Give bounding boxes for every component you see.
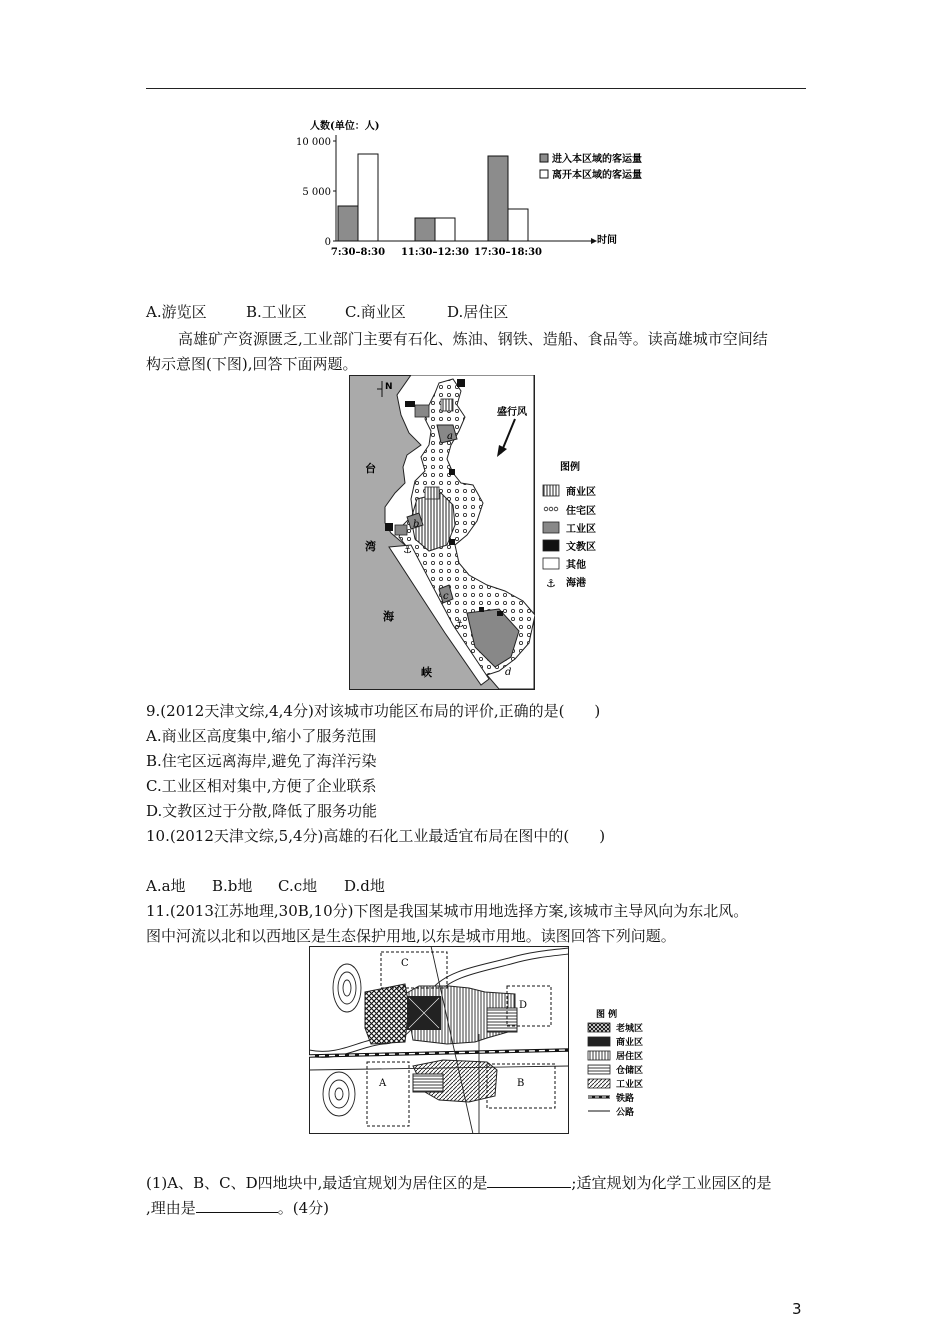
passenger-bar-chart xyxy=(288,116,668,264)
chart-legend-swatch xyxy=(540,170,548,178)
map1-legend xyxy=(540,458,630,608)
chart-category-label: 7:30–8:30 xyxy=(330,247,386,258)
q8-option-c: C.商业区 xyxy=(345,303,406,321)
q10-option-b: B.b地 xyxy=(212,877,253,895)
q8-option-a: A.游览区 xyxy=(146,303,207,321)
map2-label-b: B xyxy=(517,1078,525,1089)
chart-bar xyxy=(338,206,358,241)
chart-xlabel: 时间 xyxy=(597,235,617,246)
chart-legend-label: 离开本区域的客运量 xyxy=(552,170,642,181)
header-rule xyxy=(146,88,806,89)
q10-option-d: D.d地 xyxy=(344,877,385,895)
chart-ytick-label: 10 000 xyxy=(296,137,331,148)
map2-storage xyxy=(487,1008,517,1032)
chart-ytick-label: 0 xyxy=(324,237,331,248)
map1-legend-industrial: 工业区 xyxy=(566,524,596,535)
q11-line-2: 图中河流以北和以西地区是生态保护用地,以东是城市用地。读图回答下列问题。 xyxy=(146,927,676,945)
sub1-part2: ;适宜规划为化学工业园区的是 xyxy=(571,1174,772,1192)
map1-legend-commercial: 商业区 xyxy=(566,487,596,498)
map2-legend-title: 图 例 xyxy=(596,1010,618,1020)
strait-char-2: 湾 xyxy=(365,540,376,553)
map2-old-city xyxy=(365,984,409,1044)
strait-char-1: 台 xyxy=(365,462,376,475)
q9-option-c: C.工业区相对集中,方便了企业联系 xyxy=(146,777,377,795)
chart-bar xyxy=(415,218,435,241)
city-landuse-map xyxy=(309,946,569,1134)
q8-option-d: D.居住区 xyxy=(447,303,509,321)
q9-option-b: B.住宅区远离海岸,避免了海洋污染 xyxy=(146,752,377,770)
map2-label-c: C xyxy=(401,958,409,969)
answer-blank-2[interactable] xyxy=(196,1198,278,1213)
strait-char-3: 海 xyxy=(383,610,394,623)
map1-north-label: N xyxy=(385,382,393,392)
chart-category-label: 17:30–18:30 xyxy=(473,247,543,258)
q10-option-a: A.a地 xyxy=(146,877,186,895)
map1-legend-harbour: 海港 xyxy=(566,578,586,589)
chart-bar xyxy=(508,209,528,241)
map2-legend-storage: 仓储区 xyxy=(616,1066,644,1076)
page-number: 3 xyxy=(792,1300,802,1318)
q9-option-a: A.商业区高度集中,缩小了服务范围 xyxy=(146,727,377,745)
sub1-part4: 。(4分) xyxy=(277,1199,330,1217)
chart-bar xyxy=(435,218,455,241)
svg-text:⚓: ⚓ xyxy=(403,545,412,556)
sub1-part1: (1)A、B、C、D四地块中,最适宜规划为居住区的是 xyxy=(146,1174,488,1192)
map2-label-d: D xyxy=(519,1000,528,1011)
map1-legend-education: 文教区 xyxy=(566,542,596,553)
sub1-part3: ,理由是 xyxy=(146,1199,196,1217)
q10-option-c: C.c地 xyxy=(278,877,318,895)
intro-line-1: 高雄矿产资源匮乏,工业部门主要有石化、炼油、钢铁、造船、食品等。读高雄城市空间结 xyxy=(178,330,768,348)
chart-legend-label: 进入本区域的客运量 xyxy=(552,154,642,165)
anchor-icon: ⚓ xyxy=(546,577,556,590)
map2-legend-railway: 铁路 xyxy=(616,1094,635,1104)
intro-line-2: 构示意图(下图),回答下面两题。 xyxy=(146,355,358,373)
map1-legend-residential: 住宅区 xyxy=(566,506,596,517)
map2-legend-commercial: 商业区 xyxy=(616,1038,644,1048)
chart-bar xyxy=(488,156,508,241)
map2-legend-residential: 居住区 xyxy=(616,1052,644,1062)
chart-ylabel: 人数(单位：人) xyxy=(310,121,380,132)
q10-options xyxy=(146,876,385,896)
map2-label-a: A xyxy=(379,1078,387,1089)
q10-stem: 10.(2012天津文综,5,4分)高雄的石化工业最适宜布局在图中的( ) xyxy=(146,827,606,845)
map2-legend-road: 公路 xyxy=(616,1108,635,1118)
q8-options xyxy=(146,302,508,322)
map1-marker-c: c xyxy=(443,591,449,602)
q9-stem: 9.(2012天津文综,4,4分)对该城市功能区布局的评价,正确的是( ) xyxy=(146,702,601,720)
chart-category-label: 11:30–12:30 xyxy=(400,247,470,258)
map2-legend-industrial: 工业区 xyxy=(616,1080,644,1090)
map1-marker-b: b xyxy=(413,519,420,530)
kaohsiung-map xyxy=(349,375,535,690)
answer-blank-1[interactable] xyxy=(487,1173,571,1188)
map1-legend-title: 图例 xyxy=(560,462,580,473)
map1-legend-other: 其他 xyxy=(566,560,586,571)
map1-marker-a: a xyxy=(447,431,453,442)
q11-sub1-line-2 xyxy=(146,1198,329,1218)
chart-legend-swatch xyxy=(540,154,548,162)
chart-ytick-label: 5 000 xyxy=(302,187,331,198)
map1-wind-label: 盛行风 xyxy=(497,407,527,418)
q11-line-1: 11.(2013江苏地理,30B,10分)下图是我国某城市用地选择方案,该城市主导风向为东北风。 xyxy=(146,902,749,920)
chart-bar xyxy=(358,154,378,241)
map1-marker-d: d xyxy=(505,667,512,678)
map2-legend xyxy=(586,1007,676,1131)
strait-char-4: 峡 xyxy=(421,666,432,679)
q11-sub1-line-1 xyxy=(146,1173,771,1193)
q8-option-b: B.工业区 xyxy=(246,303,307,321)
svg-text:⚓: ⚓ xyxy=(455,619,464,630)
q9-option-d: D.文教区过于分散,降低了服务功能 xyxy=(146,802,378,820)
map2-legend-oldcity: 老城区 xyxy=(616,1024,644,1034)
